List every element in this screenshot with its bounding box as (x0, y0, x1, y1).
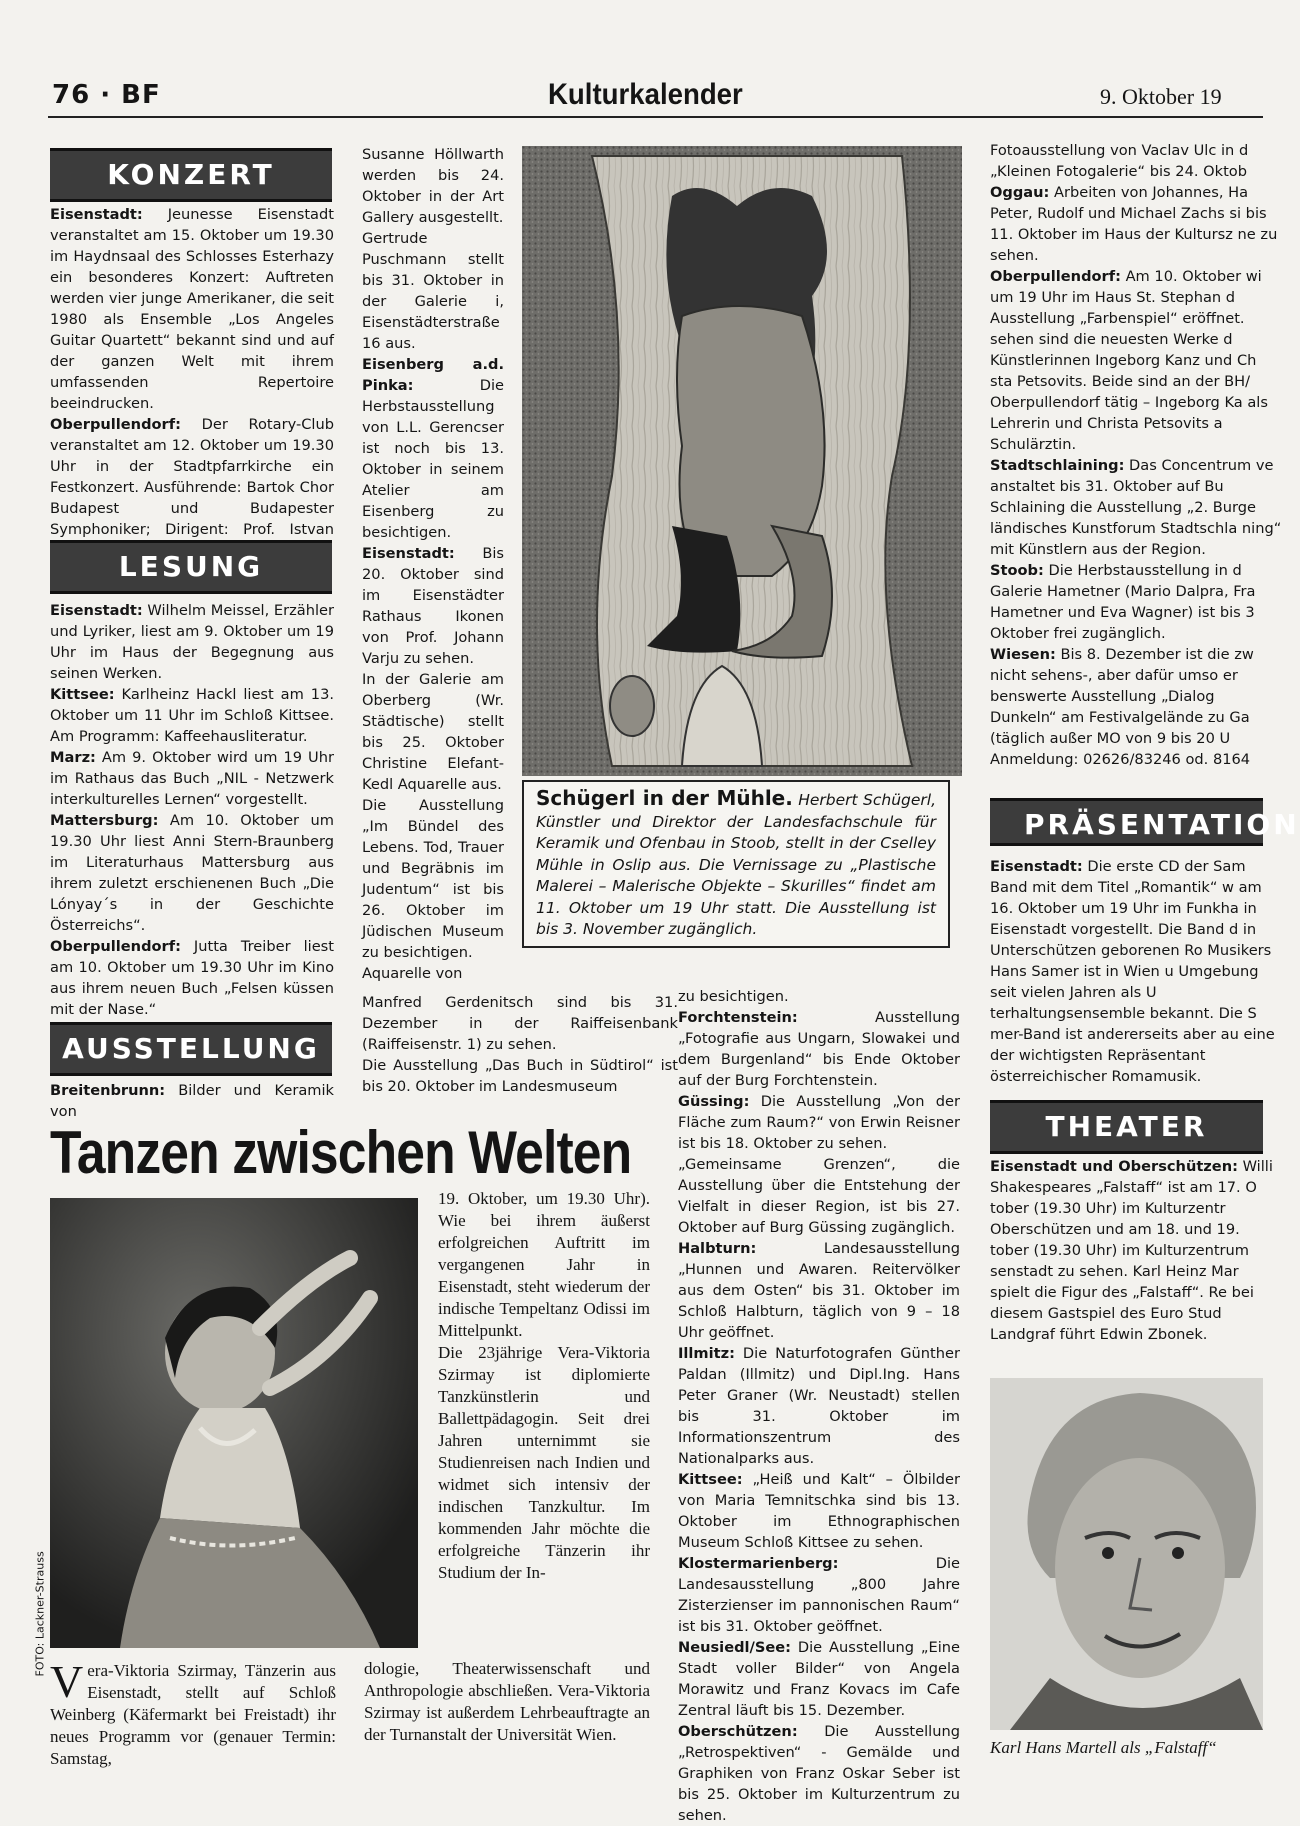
listing-entry (990, 266, 1282, 455)
entry-text: Die Ausstellung „Eine Stadt voller Bilder“ von Angela Morawitz und Franz Kovacs im Cafe Zentral läuft bis 15. Dezember. (678, 1639, 960, 1719)
place-label: Eisenstadt und Oberschützen: (990, 1158, 1238, 1175)
entry-text: Karlheinz Hackl liest am 13. Oktober um 11 Uhr im Schloß Kittsee. Am Programm: Kaffeehausliteratur. (50, 686, 334, 745)
konzert-list (50, 204, 334, 561)
section-theater: THEATER (990, 1100, 1263, 1154)
entry-text: Bilder und Keramik von (50, 1082, 334, 1120)
photo-caption-box (522, 780, 950, 948)
entry-text: Die Naturfotografen Günther Paldan (Illmitz) und Dipl.Ing. Hans Peter Graner (Wr. Neustadt) stellen bis 31. Oktober im Informationszentrum des Nationalparks aus. (678, 1345, 960, 1467)
entry-text: Die Herbstausstellung von L.L. Gerencser ist noch bis 13. Oktober in seinem Atelier am Eisenberg zu besichtigen. (362, 377, 504, 541)
entry-text: Jeunesse Eisenstadt veranstaltet am 15. Oktober um 19.30 im Haydnsaal des Schlosses Esterhazy ein besonderes Konzert: Auftreten werden vier junge Amerikaner, die seit 1980 als Ensemble „Los Angeles Guitar Quartett“ bekannt sind und auf der ganzen Welt mit ihrem umfassenden Repertoire beeindrucken. (50, 206, 334, 412)
listing-entry (678, 986, 960, 1007)
listing-entry (50, 204, 334, 414)
listing-entry (678, 1469, 960, 1553)
listing-entry (50, 810, 334, 936)
section-konzert: KONZERT (50, 148, 332, 202)
place-label: Oberpullendorf: (50, 416, 181, 433)
entry-text: In der Galerie am Oberberg (Wr. Städtische) stellt bis 25. Oktober Christine Elefant-Kedl Aquarelle aus. (362, 671, 504, 793)
listing-entry (362, 354, 504, 543)
col4-top-list (990, 140, 1282, 770)
entry-text: Bis 8. Dezember ist die zw nicht sehens-, aber dafür umso er benswerte Ausstellung „Dialog Dunkeln“ am Festivalgelände zu Ga (täglich außer MO von 9 bis 20 U Anmeldung: 02626/83246 od. 8164 (990, 646, 1254, 768)
place-label: Eisenstadt: (990, 858, 1083, 875)
listing-entry (362, 1055, 678, 1097)
sculpture-photo (522, 146, 962, 776)
listing-entry (990, 140, 1282, 182)
theater-list (990, 1156, 1282, 1345)
praesentation-list (990, 856, 1282, 1087)
listing-entry (990, 856, 1282, 1087)
section-lesung: LESUNG (50, 540, 332, 594)
listing-entry (678, 1154, 960, 1238)
place-label: Mattersburg: (50, 812, 159, 829)
place-label: Stadtschlaining: (990, 457, 1125, 474)
listing-entry (678, 1553, 960, 1637)
feature-headline: Tanzen zwischen Welten (50, 1119, 632, 1186)
listing-entry (50, 600, 334, 684)
portrait-caption: Karl Hans Martell als „Falstaff“ (990, 1738, 1217, 1757)
photo-credit-wrap (30, 1480, 46, 1680)
listing-entry (990, 1156, 1282, 1345)
col2-list (362, 144, 504, 984)
listing-entry (990, 455, 1282, 560)
theater-clip (990, 1156, 1273, 1370)
listing-entry (362, 992, 678, 1055)
feature-text-2: Die 23jährige Vera-Viktoria Szirmay ist diplomierte Tanzkünstlerin und Ballettpädagogin. Seit drei Jahren unternimmt sie Studienreisen nach Indien und widmet sich intensiv der indischen Tanzkultur. Im kommenden Jahr möchte die erfolgreiche Tänzerin ihr Studium der In- (438, 1343, 650, 1582)
listing-entry (362, 795, 504, 963)
section-praesentation: PRÄSENTATION (990, 798, 1263, 846)
listing-entry (50, 936, 334, 1020)
lead-text: era-Viktoria Szirmay, Tänzerin aus Eisenstadt, stellt auf Schloß Weinberg (Käfermarkt bei Freistadt) ihr neues Programm vor (genauer Termin: Samstag, (50, 1661, 336, 1768)
place-label: Kittsee: (50, 686, 115, 703)
place-label: Eisenstadt: (50, 206, 143, 223)
praesentation-clip (990, 856, 1275, 1092)
listing-entry (678, 1091, 960, 1154)
listing-entry (678, 1007, 960, 1091)
place-label: Breitenbrunn: (50, 1082, 166, 1099)
place-label: Marz: (50, 749, 96, 766)
entry-text: „Gemeinsame Grenzen“, die Ausstellung über die Entstehung der Vielfalt in dieser Region, ist bis 27. Oktober auf Burg Güssing zugänglich. (678, 1156, 960, 1236)
entry-text: „Heiß und Kalt“ – Ölbilder von Maria Temnitschka sind bis 13. Oktober im Ethnographischen Museum Schloß Kittsee zu sehen. (678, 1471, 960, 1551)
page-title: Kulturkalender (548, 78, 743, 111)
place-label: Klostermarienberg: (678, 1555, 839, 1572)
listing-entry (990, 644, 1282, 770)
listing-entry (362, 228, 504, 354)
col3-list (678, 986, 960, 1826)
listing-entry (50, 414, 334, 561)
section-ausstellung: AUSSTELLUNG (50, 1022, 332, 1076)
feature-text: 19. Oktober, um 19.30 Uhr). Wie bei ihrem äußerst erfolgreichen Auftritt im vergangenen Jahr in Eisenstadt, steht wiederum der indische Tempeltanz Odissi im Mittelpunkt. (438, 1189, 650, 1340)
place-label: Oberschützen: (678, 1723, 798, 1740)
place-label: Neusiedl/See: (678, 1639, 792, 1656)
feature-bottom-text: dologie, Theaterwissenschaft und Anthropologie abschließen. Vera-Viktoria Szirmay ist außerdem Lehrbeauftragte an der Turnanstalt der Universität Wien. (364, 1659, 650, 1744)
place-label: Wiesen: (990, 646, 1056, 663)
dancer-photo (50, 1198, 418, 1648)
place-label: Oberpullendorf: (50, 938, 181, 955)
feature-lead (50, 1656, 336, 1770)
entry-text: zu besichtigen. (678, 988, 789, 1005)
entry-text: Susanne Höllwarth werden bis 24. Oktober in der Art Gallery ausgestellt. (362, 146, 504, 226)
listing-entry (50, 684, 334, 747)
col4-top-clip (990, 140, 1282, 780)
entry-text: Der Rotary-Club veranstaltet am 12. Oktober um 19.30 Uhr in der Stadtpfarrkirche ein Festkonzert. Ausführende: Bartok Chor Budapest und Budapester Symphoniker; Dirigent: Prof. Istvan (50, 416, 334, 538)
listing-entry (362, 543, 504, 669)
place-label: Güssing: (678, 1093, 750, 1110)
page-number: 76 · BF (52, 80, 161, 110)
entry-text: Willi Shakespeares „Falstaff“ ist am 17. O tober (19.30 Uhr) im Kulturzentr Oberschützen und am 18. und 19. tober (19.30 Uhr) im Kulturzentrum senstadt zu sehen. Karl Heinz Mar spielt die Figur des „Falstaff“. Re bei diesem Gastspiel des Euro Stud Landgraf führt Edwin Zbonek. (990, 1158, 1273, 1343)
entry-text: Die Herbstausstellung in d Galerie Hametner (Mario Dalpra, Fra Hametner und Eva Wagner) ist bis 3 Oktober frei zugänglich. (990, 562, 1256, 642)
place-label: Oberpullendorf: (990, 268, 1121, 285)
entry-text: Die Ausstellung „Retrospektiven“ - Gemälde und Graphiken von Franz Oskar Seber ist bis 25. Oktober im Kulturzentrum zu sehen. (678, 1723, 960, 1824)
lesung-list (50, 600, 334, 1020)
place-label: Forchtenstein: (678, 1009, 798, 1026)
entry-text: Jutta Treiber liest am 10. Oktober um 19.30 Uhr im Kino aus ihrem neuen Buch „Felsen küssen mit der Nase.“ (50, 938, 334, 1018)
entry-text: Ausstellung „Fotografie aus Ungarn, Slowakei und dem Burgenland“ bis Ende Oktober auf der Burg Forchtenstein. (678, 1009, 960, 1089)
place-label: Eisenstadt: (362, 545, 455, 562)
entry-text: Die Ausstellung „Im Bündel des Lebens. Tod, Trauer und Begräbnis im Judentum“ ist bis 26. Oktober im Jüdischen Museum zu besichtigen. (362, 797, 504, 961)
place-label: Eisenberg a.d. Pinka: (362, 356, 504, 394)
listing-entry (678, 1343, 960, 1469)
header-rule (48, 116, 1263, 118)
entry-text: Die Ausstellung „Das Buch in Südtirol“ ist bis 20. Oktober im Landesmuseum (362, 1057, 678, 1095)
caption-title: Schügerl in der Mühle. (536, 786, 793, 810)
feature-col-right (438, 1188, 650, 1584)
portrait-photo (990, 1378, 1263, 1730)
listing-entry (50, 747, 334, 810)
entry-text: Wilhelm Meissel, Erzähler und Lyriker, liest am 9. Oktober um 19 Uhr im Haus der Begegnung aus seinen Werken. (50, 602, 334, 682)
col2-wide-list (362, 992, 678, 1097)
entry-text: Die Ausstellung „Von der Fläche zum Raum?“ von Erwin Reisner ist bis 18. Oktober zu sehen. (678, 1093, 960, 1152)
place-label: Halbturn: (678, 1240, 757, 1257)
caption-text: Herbert Schügerl, Künstler und Direktor der Landesfachschule für Keramik und Ofenbau in Stoob, stellt in der Cselley Mühle in Oslip aus. Die Vernissage zu „Plastische Malerei – Malerische Objekte – Skurilles“ findet am 11. Oktober um 19 Uhr statt. Die Ausstellung ist bis 3. November zugänglich. (536, 791, 936, 938)
listing-entry (678, 1721, 960, 1826)
place-label: Oggau: (990, 184, 1050, 201)
photo-credit: FOTO: Lackner-Strauss (33, 1551, 47, 1677)
listing-entry (678, 1637, 960, 1721)
listing-entry (362, 963, 504, 984)
issue-date: 9. Oktober 19 (1100, 84, 1222, 109)
ausstellung-start (50, 1080, 334, 1122)
entry-text: Am 10. Oktober um 19.30 Uhr liest Anni Stern-Braunberg im Literaturhaus Mattersburg aus ihrem zuletzt erschienenen Buch „Die Lónyay´s in der Geschichte Österreichs“. (50, 812, 334, 934)
entry-text: Bis 20. Oktober sind im Eisenstädter Rathaus Ikonen von Prof. Johann Varju zu sehen. (362, 545, 504, 667)
listing-entry (678, 1238, 960, 1343)
entry-text: Landesausstellung „Hunnen und Awaren. Reitervölker aus dem Osten“ bis 31. Oktober im Schloß Halbturn, täglich von 9 – 18 Uhr geöffnet. (678, 1240, 960, 1341)
feature-bottom (364, 1658, 650, 1746)
entry-text: Die Landesausstellung „800 Jahre Zisterzienser im pannonischen Raum“ ist bis 31. Oktober geöffnet. (678, 1555, 960, 1635)
entry-text: Aquarelle von (362, 965, 463, 982)
listing-entry (362, 144, 504, 228)
entry-text: Fotoausstellung von Vaclav Ulc in d „Kleinen Fotogalerie“ bis 24. Oktob (990, 142, 1249, 180)
dancer-image (50, 1198, 418, 1648)
listing-entry (990, 560, 1282, 644)
listing-entry (362, 669, 504, 795)
entry-text: Die erste CD der Sam Band mit dem Titel „Romantik“ w am 16. Oktober um 19 Uhr im Funkha in Eisenstadt vorgestellt. Die Band d in Unterschützen geborenen Ro Musikers Hans Samer ist in Wien u Umgebung seit vielen Jahren als U terhaltungsensemble bekannt. Die S mer-Band ist andererseits aber au eine der wichtigsten Repräsentant österreichischer Romamusik. (990, 858, 1275, 1085)
entry-text: Gertrude Puschmann stellt bis 31. Oktober in der Galerie i, Eisenstädterstraße 16 aus. (362, 230, 504, 352)
place-label: Eisenstadt: (50, 602, 143, 619)
listing-entry (990, 182, 1282, 266)
entry-text: Das Concentrum ve anstaltet bis 31. Oktober auf Bu Schlaining die Ausstellung „2. Burge ländisches Kunstforum Stadtschla ning“ mit Künstlern aus der Region. (990, 457, 1282, 558)
entry-text: Am 10. Oktober wi um 19 Uhr im Haus St. Stephan d Ausstellung „Farbenspiel“ eröffnet. sehen sind die neuesten Werke d Künstlerinnen Ingeborg Kanz und Ch sta Petsovits. Beide sind an der BH/ Oberpullendorf tätig – Ingeborg Ka als Lehrerin und Christa Petsovits a Schulärztin. (990, 268, 1268, 453)
sculpture-image (522, 146, 962, 776)
place-label: Stoob: (990, 562, 1044, 579)
drop-cap: V (50, 1656, 84, 1707)
portrait-image (990, 1378, 1263, 1730)
entry-text: Manfred Gerdenitsch sind bis 31. Dezember in der Raiffeisenbank (Raiffeisenstr. 1) zu sehen. (362, 994, 678, 1053)
entry-text: Am 9. Oktober wird um 19 Uhr im Rathaus das Buch „NIL - Netzwerk interkulturelles Lernen“ vorgestellt. (50, 749, 334, 808)
place-label: Kittsee: (678, 1471, 743, 1488)
entry-text: Arbeiten von Johannes, Ha Peter, Rudolf und Michael Zachs si bis 11. Oktober im Haus der Kultursz ne zu sehen. (990, 184, 1278, 264)
place-label: Illmitz: (678, 1345, 735, 1362)
